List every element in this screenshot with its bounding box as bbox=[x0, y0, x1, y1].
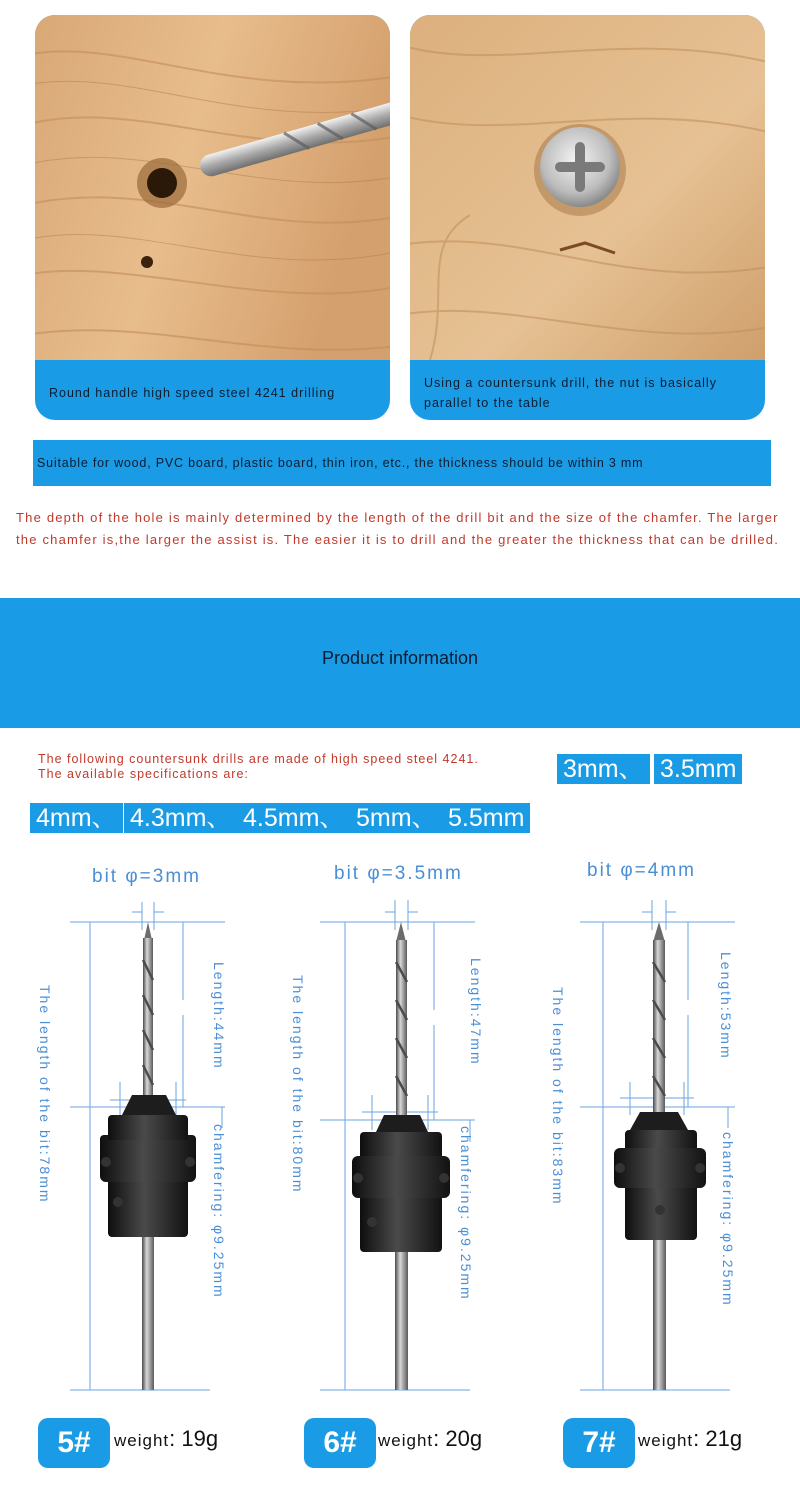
total-length-label: The length of the bit:78mm bbox=[37, 985, 53, 1204]
photo-caption: Using a countersunk drill, the nut is basically parallel to the table bbox=[424, 375, 717, 410]
size-chip: 3.5mm bbox=[654, 754, 742, 784]
weight-value: : 19g bbox=[169, 1426, 219, 1451]
total-length-label: The length of the bit:80mm bbox=[290, 975, 306, 1194]
spec-intro bbox=[38, 752, 558, 782]
photo-card-drilling bbox=[35, 15, 390, 420]
suitability-banner: Suitable for wood, PVC board, plastic board, thin iron, etc., the thickness should be within 3 mm bbox=[33, 440, 771, 486]
model-badge-7: 7# bbox=[563, 1418, 635, 1468]
screw-in-wood-photo bbox=[410, 15, 765, 360]
drill-bit-7 bbox=[580, 900, 735, 1390]
size-chip: 3mm、 bbox=[557, 754, 650, 784]
model-badge-6: 6# bbox=[304, 1418, 376, 1468]
model-badge-5: 5# bbox=[38, 1418, 110, 1468]
product-info-header bbox=[0, 598, 800, 728]
chamfer-label: chamfering: φ9.25mm bbox=[720, 1132, 736, 1307]
size-chip: 4.5mm、 bbox=[237, 803, 350, 833]
drill-bit-6 bbox=[320, 900, 475, 1390]
weight-label: weight bbox=[638, 1431, 694, 1450]
drill-bit-5 bbox=[70, 902, 225, 1390]
weight-text bbox=[114, 1426, 218, 1452]
size-chip: 5.5mm bbox=[442, 803, 530, 833]
flute-length-label: Length:44mm bbox=[211, 962, 227, 1070]
total-length-label: The length of the bit:83mm bbox=[550, 987, 566, 1206]
wood-hole-photo bbox=[35, 15, 390, 360]
bit-diameter-label: bit φ=3mm bbox=[92, 866, 201, 887]
weight-label: weight bbox=[378, 1431, 434, 1450]
flute-length-label: Length:53mm bbox=[718, 952, 734, 1060]
depth-note: The depth of the hole is mainly determined by the length of the drill bit and the size of the chamfer. The larger the chamfer is,the larger the assist is. The easier it is to drill and the greater the thickness that can be drilled. bbox=[16, 510, 780, 547]
weight-text bbox=[638, 1426, 742, 1452]
weight-label: weight bbox=[114, 1431, 170, 1450]
bit-diameter-label: bit φ=4mm bbox=[587, 860, 696, 881]
weight-value: : 20g bbox=[433, 1426, 483, 1451]
bit-diameter-label: bit φ=3.5mm bbox=[334, 863, 463, 884]
chamfer-label: chamfering: φ9.25mm bbox=[211, 1124, 227, 1299]
photo-card-countersunk bbox=[410, 15, 765, 420]
weight-text bbox=[378, 1426, 482, 1452]
weight-value: : 21g bbox=[693, 1426, 743, 1451]
flute-length-label: Length:47mm bbox=[468, 958, 484, 1066]
spec-intro-line1: The following countersunk drills are made of high speed steel 4241. bbox=[38, 752, 479, 766]
size-chip: 5mm、 bbox=[350, 803, 443, 833]
spec-intro-line2: The available specifications are: bbox=[38, 767, 249, 781]
size-chip: 4.3mm、 bbox=[124, 803, 237, 833]
chamfer-label: chamfering: φ9.25mm bbox=[458, 1126, 474, 1301]
photo-caption: Round handle high speed steel 4241 drilling bbox=[49, 385, 336, 400]
size-chip: 4mm、 bbox=[30, 803, 123, 833]
drill-bit-diagrams bbox=[0, 850, 800, 1410]
section-title: Product information bbox=[321, 648, 479, 668]
